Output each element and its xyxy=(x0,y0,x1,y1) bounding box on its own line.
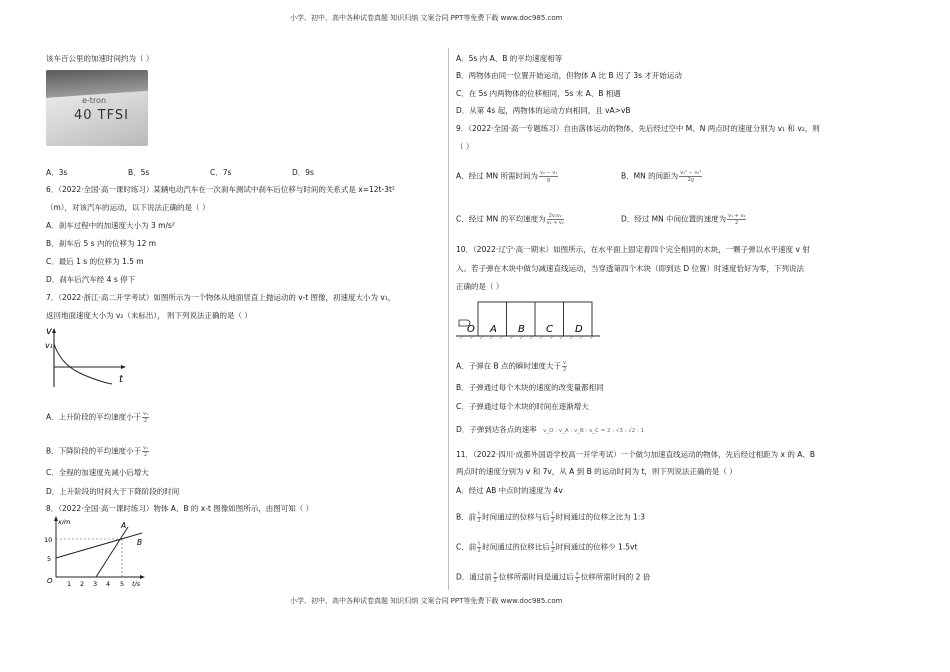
q11-option-b[interactable]: B．前 $\frac{t}{2}$ 时间通过的位移与后 $\frac{t}{2}$ 时间通过的位移之比为 1:3 xyxy=(456,511,646,524)
xt-y-tick-5: 5 xyxy=(47,555,52,563)
q6-option-d[interactable]: D．刹车后汽车经 4 s 停下 xyxy=(46,275,136,284)
q8-stem: 8．（2022·全国·高一课时练习）物体 A、B 的 x-t 图像如图所示，由图可知（ ） xyxy=(46,504,314,513)
q11-stem-line2: 两点时的速度分别为 v 和 7v，从 A 到 B 的运动时间为 t，则下列说法正确的是（ ） xyxy=(456,467,737,476)
q10-option-a[interactable]: A．子弹在 B 点的瞬时速度大于 $\frac{v}{2}$ xyxy=(456,360,567,373)
q9-d-fraction: $\frac{\text{v₁ + v₂}}{2}$ xyxy=(728,213,746,226)
column-divider xyxy=(448,48,449,590)
xt-x-tick-2: 2 xyxy=(80,580,85,588)
xt-x-tick-1: 1 xyxy=(67,580,72,588)
q10-option-b[interactable]: B．子弹通过每个木块的速度的改变量都相同 xyxy=(456,383,604,392)
label-b: B xyxy=(518,324,525,335)
q8-option-b[interactable]: B．两物体由同一位置开始运动，但物体 A 比 B 迟了 3s 才开始运动 xyxy=(456,71,682,80)
q10-a-fraction: $\frac{v}{2}$ xyxy=(562,360,567,373)
xt-y-label: x/m xyxy=(58,518,71,526)
xt-y-tick-10: 10 xyxy=(44,536,53,544)
q9-option-c[interactable]: C．经过 MN 的平均速度为 $\frac{\text{2v₁v₂}}{\text{v₁ + v₂}}$ xyxy=(456,213,564,226)
q5-option-a[interactable]: A．3s xyxy=(46,168,68,177)
q7-stem-line2: 返回地面速度大小为 v₂（未标出）， 则下列说法正确的是（ ） xyxy=(46,311,252,320)
vt-y-label: v xyxy=(46,326,52,337)
q9-option-b[interactable]: B．MN 的间距为 $\frac{\text{v₂² − v₁²}}{2g}$ xyxy=(621,170,702,183)
car-badge: 40 TFSI xyxy=(74,108,129,123)
q7-b-fraction: $\frac{\text{v₁}}{2}$ xyxy=(143,445,149,458)
q10-stem-line3: 正确的是（ ） xyxy=(456,282,504,291)
label-c: C xyxy=(546,324,553,335)
q11-stem-line1: 11．（2022·四川·成都外国语学校高一开学考试）一个做匀加速直线运动的物体，先后经过相距为 x 的 A、B xyxy=(456,450,816,459)
q9-stem-line1: 9．（2022·全国·高一专题练习）自由落体运动的物体，先后经过空中 M、N 两点时的速度分别为 v₁ 和 v₂，则 xyxy=(456,124,820,133)
q7-option-a[interactable]: A．上升阶段的平均速度小于 $\frac{\text{v₁}}{2}$ xyxy=(46,411,149,424)
q6-stem-line2: （m），对该汽车的运动，以下说法正确的是（ ） xyxy=(46,203,210,212)
q6-option-a[interactable]: A．刹车过程中的加速度大小为 3 m/s² xyxy=(46,221,175,230)
q8-option-a[interactable]: A．5s 内 A、B 的平均速度相等 xyxy=(456,54,563,63)
q9-option-d[interactable]: D．经过 MN 中间位置的速度为 $\frac{\text{v₁ + v₂}}{2}$ xyxy=(621,213,746,226)
q7-option-b[interactable]: B．下降阶段的平均速度小于 $\frac{\text{v₁}}{2}$ xyxy=(46,445,149,458)
q9-c-fraction: $\frac{\text{2v₁v₂}}{\text{v₁ + v₂}}$ xyxy=(546,213,564,226)
q11-option-c[interactable]: C．前 $\frac{t}{2}$ 时间通过的位移比后 $\frac{t}{2}$ 时间通过的位移少 1.5vt xyxy=(456,541,638,554)
label-o: O xyxy=(467,324,475,335)
q10-option-c[interactable]: C．子弹通过每个木块的时间在逐渐增大 xyxy=(456,402,589,411)
q6-option-c[interactable]: C．最后 1 s 的位移为 1.5 m xyxy=(46,257,144,266)
xt-x-tick-5: 5 xyxy=(120,580,125,588)
q10-option-d[interactable]: D．子弹到达各点的速率 v_O : v_A : v_B : v_C = 2 : √3 : √2 : 1 xyxy=(456,425,645,434)
xt-x-tick-4: 4 xyxy=(106,580,111,588)
xt-x-label: t/s xyxy=(132,580,141,588)
q10-stem-line2: 入。若子弹在木块中做匀减速直线运动，当穿透第四个木块（即到达 D 位置）时速度恰好为零，下列说法 xyxy=(456,264,805,273)
q8-option-d[interactable]: D．从第 4s 起，两物体的运动方向相同，且 vA>vB xyxy=(456,106,631,115)
q10-d-ratio: v_O : v_A : v_B : v_C = 2 : √3 : √2 : 1 xyxy=(543,428,645,434)
label-d: D xyxy=(575,324,583,335)
car-photo xyxy=(46,70,148,146)
vt-v1-label: v₁ xyxy=(45,341,53,350)
q5-stem: 该车百公里的加速时间约为（ ） xyxy=(46,54,154,63)
q6-stem-line1: 6．（2022·全国·高一课时练习）某辆电动汽车在一次刹车测试中刹车后位移与时间的关系式是 x=12t-3t² xyxy=(46,185,395,194)
xt-graph xyxy=(44,515,148,592)
wood-blocks-diagram xyxy=(456,296,600,340)
q10-stem-line1: 10．（2022·辽宁·高一期末）如图所示，在水平面上固定着四个完全相同的木块，一颗子弹以水平速度 v 射 xyxy=(456,245,810,254)
q7-stem-line1: 7．（2022·浙江·高二开学考试）如图所示为一个物体从地面竖直上抛运动的 v-t 图像，初速度大小为 v₁， xyxy=(46,293,396,302)
q5-option-b[interactable]: B．5s xyxy=(128,168,150,177)
xt-line-a-label: A xyxy=(121,521,127,530)
q7-option-c[interactable]: C．全程的加速度先减小后增大 xyxy=(46,468,149,477)
q7-a-fraction: $\frac{\text{v₁}}{2}$ xyxy=(143,411,149,424)
q9-a-fraction: $\frac{\text{v₂ − v₁}}{g}$ xyxy=(539,170,558,183)
q5-option-d[interactable]: D．9s xyxy=(292,168,314,177)
q8-option-c[interactable]: C．在 5s 内两物体的位移相同，5s 末 A、B 相遇 xyxy=(456,89,621,98)
q5-option-c[interactable]: C．7s xyxy=(210,168,232,177)
q9-option-a[interactable]: A．经过 MN 所需时间为 $\frac{\text{v₂ − v₁}}{g}$ xyxy=(456,170,558,183)
page-header: 小学、初中、高中各种试卷真题 知识归纳 文案合同 PPT等免费下载 www.doc985.com xyxy=(290,14,563,22)
vt-x-label: t xyxy=(119,374,123,385)
q9-b-fraction: $\frac{\text{v₂² − v₁²}}{2g}$ xyxy=(680,170,702,183)
page-footer: 小学、初中、高中各种试卷真题 知识归纳 文案合同 PPT等免费下载 www.doc985.com xyxy=(290,597,563,605)
car-badge-small: e-tron xyxy=(82,96,107,105)
q6-option-b[interactable]: B．刹车后 5 s 内的位移为 12 m xyxy=(46,239,157,248)
q9-stem-line2: （ ） xyxy=(456,142,474,151)
xt-origin: O xyxy=(47,577,53,585)
xt-line-b-label: B xyxy=(137,538,143,547)
q11-option-d[interactable]: D．通过前 $\frac{x}{2}$ 位移所需时间是通过后 $\frac{x}{2}$ 位移所需时间的 2 倍 xyxy=(456,571,651,584)
label-a: A xyxy=(490,324,497,335)
xt-x-tick-3: 3 xyxy=(93,580,98,588)
q7-option-d[interactable]: D．上升阶段的时间大于下降阶段的时间 xyxy=(46,487,180,496)
q11-option-a[interactable]: A．经过 AB 中点时的速度为 4v xyxy=(456,486,563,495)
vt-graph xyxy=(44,325,128,391)
